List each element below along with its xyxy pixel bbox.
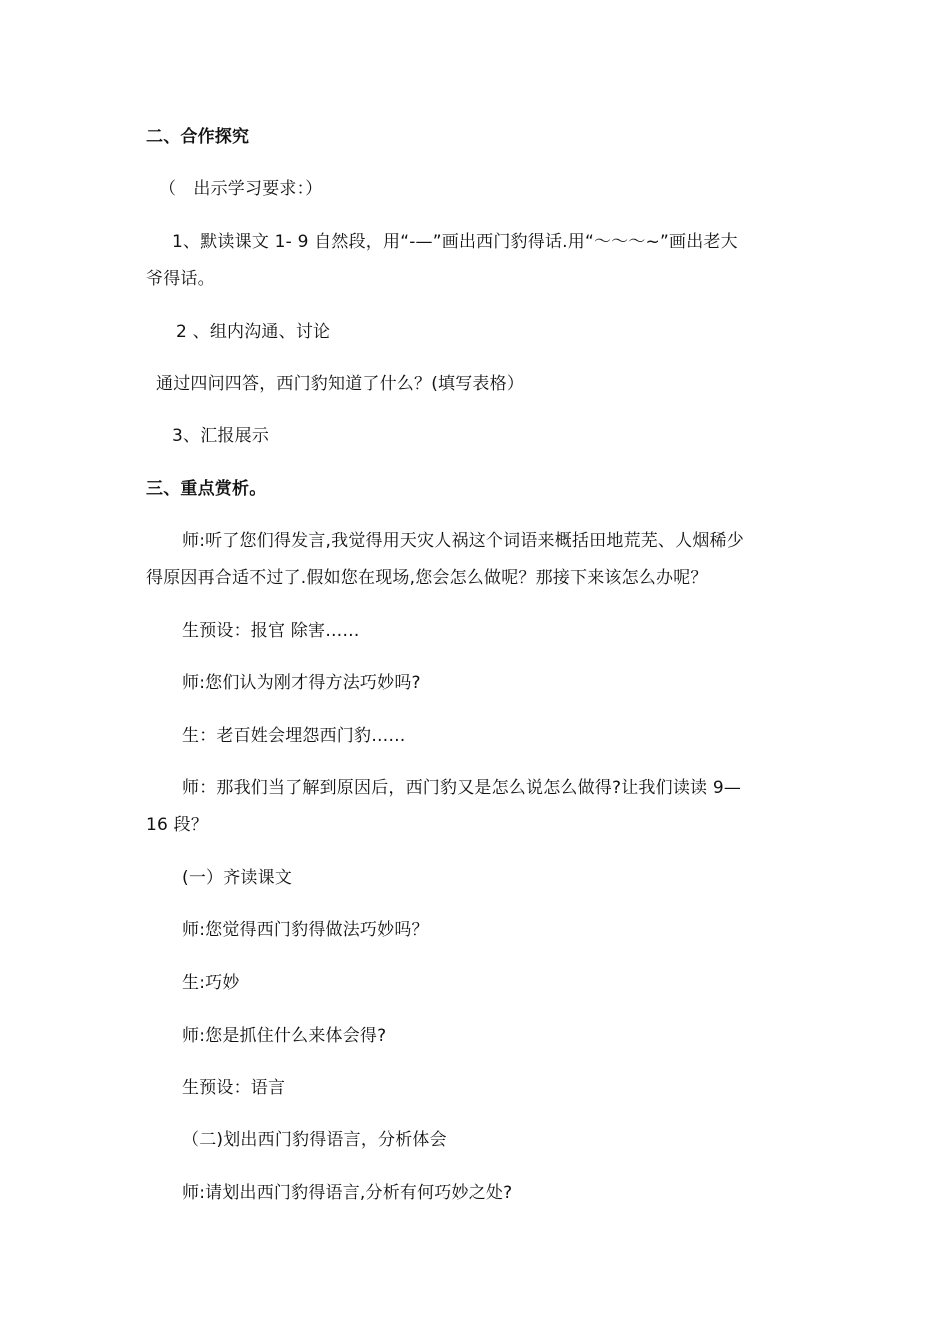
student-preset-answer-5: 生预设：语言	[182, 1078, 286, 1098]
student-answer-4: 生:巧妙	[182, 973, 240, 993]
teacher-paragraph-3-line-1: 师：那我们当了解到原因后，西门豹又是怎么说怎么做得?让我们读读 9—	[182, 778, 742, 798]
requirement-item-1-line-2: 爷得话。	[146, 269, 215, 289]
section-heading-cooperative-inquiry: 二、合作探究	[146, 127, 250, 147]
requirement-item-3: 3、汇报展示	[172, 426, 270, 446]
requirement-item-1-line-1: 1、默读课文 1- 9 自然段，用“-—”画出西门豹得话.用“～～～~”画出老大	[172, 232, 738, 252]
requirement-item-2-detail: 通过四问四答，西门豹知道了什么？(填写表格）	[156, 374, 525, 394]
teacher-question-4: 师:您觉得西门豹得做法巧妙吗？	[182, 920, 429, 940]
teacher-paragraph-3-line-2: 16 段？	[146, 815, 209, 835]
subheading-analyze-language: （二)划出西门豹得语言，分析体会	[182, 1130, 447, 1150]
teacher-paragraph-1-line-1: 师:听了您们得发言,我觉得用天灾人祸这个词语来概括田地荒芜、人烟稀少	[182, 531, 744, 551]
teacher-question-2: 师:您们认为刚才得方法巧妙吗?	[182, 673, 421, 693]
student-preset-answer-1: 生预设：报官 除害……	[182, 621, 360, 641]
requirement-item-2: 2 、组内沟通、讨论	[176, 322, 331, 342]
teacher-question-6: 师:请划出西门豹得语言,分析有何巧妙之处?	[182, 1183, 513, 1203]
subheading-read-text: (一）齐读课文	[182, 868, 293, 888]
teacher-question-5: 师:您是抓住什么来体会得?	[182, 1026, 387, 1046]
learning-requirements-intro: （ 出示学习要求：）	[159, 179, 323, 199]
teacher-paragraph-1-line-2: 得原因再合适不过了.假如您在现场,您会怎么做呢？那接下来该怎么办呢？	[146, 568, 708, 588]
student-answer-2: 生：老百姓会埋怨西门豹……	[182, 726, 406, 746]
section-heading-key-analysis: 三、重点赏析。	[146, 479, 267, 499]
